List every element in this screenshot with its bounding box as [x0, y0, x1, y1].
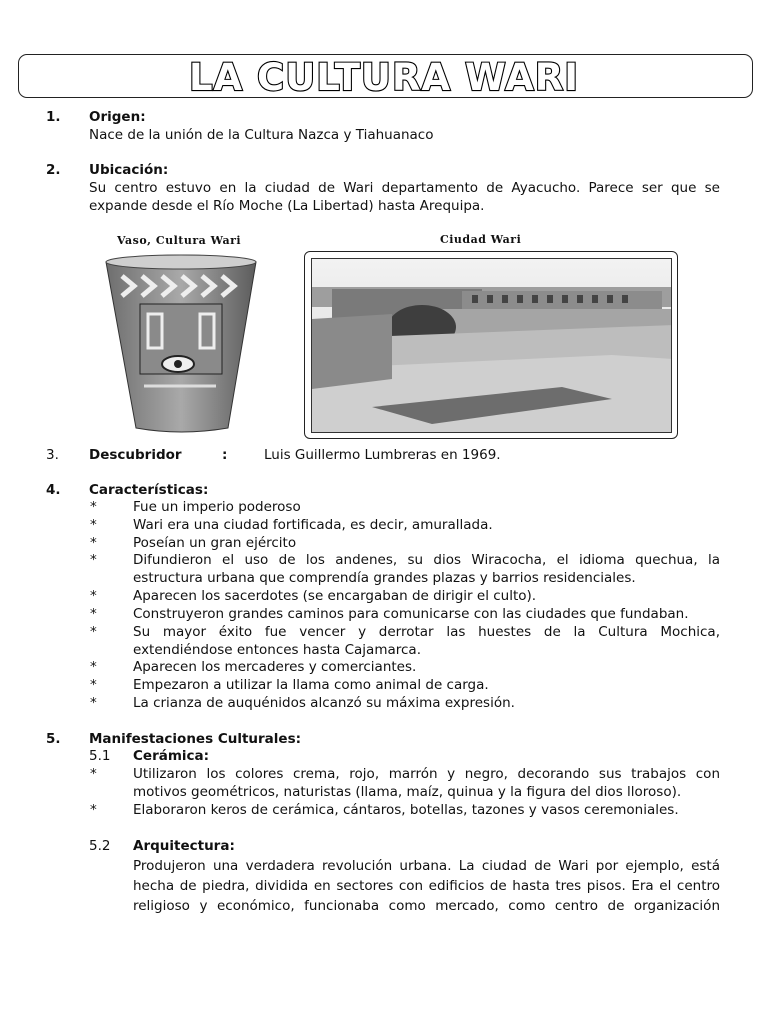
section-heading-manifestaciones: Manifestaciones Culturales: [89, 731, 302, 747]
bullet: * [90, 766, 97, 782]
caracteristica-item-continued: estructura urbana que comprendía grandes plazas y barrios residenciales. [133, 570, 636, 586]
ceramica-item-continued: motivos geométricos, naturistas (llama, maíz, quinua y la figura del dios lloroso). [133, 784, 682, 800]
subsection-number-5-1: 5.1 [89, 748, 111, 764]
section-heading-origen: Origen: [89, 109, 146, 125]
section-number-5: 5. [46, 731, 61, 747]
descubridor-value: Luis Guillermo Lumbreras en 1969. [264, 447, 501, 463]
section-heading-descubridor: Descubridor [89, 447, 182, 463]
bullet: * [90, 659, 97, 675]
section-heading-ubicacion: Ubicación: [89, 162, 169, 178]
bullet: * [90, 535, 97, 551]
ceramica-item: Utilizaron los colores crema, rojo, marrón y negro, decorando sus trabajos con [133, 766, 720, 782]
page-title: LA CULTURA WARI [188, 56, 580, 99]
section-number-1: 1. [46, 109, 61, 125]
ciudad-wari-image [311, 258, 672, 433]
ubicacion-line-1: Su centro estuvo en la ciudad de Wari departamento de Ayacucho. Parece ser que se [89, 180, 720, 196]
vaso-caption: Vaso, Cultura Wari [117, 234, 242, 247]
bullet: * [90, 517, 97, 533]
subsection-heading-arquitectura: Arquitectura: [133, 838, 235, 854]
arquitectura-line: hecha de piedra, dividida en sectores con edificios de hasta tres pisos. Era el centro [133, 878, 720, 894]
caracteristica-item: Poseían un gran ejército [133, 535, 297, 551]
ciudad-caption: Ciudad Wari [440, 233, 522, 246]
caracteristica-item: Empezaron a utilizar la llama como animal de carga. [133, 677, 489, 693]
caracteristica-item: Wari era una ciudad fortificada, es decir, amurallada. [133, 517, 493, 533]
section-number-4: 4. [46, 482, 61, 498]
bullet: * [90, 802, 97, 818]
descubridor-colon: : [222, 447, 228, 463]
arquitectura-line: religioso y económico, funcionaba como mercado, como centro de organización [133, 898, 720, 914]
subsection-number-5-2: 5.2 [89, 838, 111, 854]
arquitectura-line: Produjeron una verdadera revolución urbana. La ciudad de Wari por ejemplo, está [133, 858, 720, 874]
caracteristica-item: Su mayor éxito fue vencer y derrotar las huestes de la Cultura Mochica, [133, 624, 720, 640]
ubicacion-line-2: expande desde el Río Moche (La Libertad) hasta Arequipa. [89, 198, 485, 214]
caracteristica-item: Fue un imperio poderoso [133, 499, 301, 515]
caracteristica-item: Construyeron grandes caminos para comunicarse con las ciudades que fundaban. [133, 606, 689, 622]
bullet: * [90, 552, 97, 568]
bullet: * [90, 695, 97, 711]
section-number-2: 2. [46, 162, 61, 178]
section-number-3: 3. [46, 447, 59, 463]
caracteristica-item: Aparecen los sacerdotes (se encargaban de dirigir el culto). [133, 588, 537, 604]
subsection-heading-ceramica: Cerámica: [133, 748, 210, 764]
vaso-wari-image [100, 252, 262, 434]
bullet: * [90, 588, 97, 604]
caracteristica-item: La crianza de auquénidos alcanzó su máxima expresión. [133, 695, 515, 711]
bullet: * [90, 606, 97, 622]
origen-text: Nace de la unión de la Cultura Nazca y Tiahuanaco [89, 127, 434, 143]
bullet: * [90, 677, 97, 693]
section-heading-caracteristicas: Características: [89, 482, 209, 498]
caracteristica-item: Aparecen los mercaderes y comerciantes. [133, 659, 417, 675]
bullet: * [90, 624, 97, 640]
caracteristica-item: Difundieron el uso de los andenes, su dios Wiracocha, el idioma quechua, la [133, 552, 720, 568]
caracteristica-item-continued: extendiéndose entonces hasta Cajamarca. [133, 642, 421, 658]
bullet: * [90, 499, 97, 515]
ceramica-item: Elaboraron keros de cerámica, cántaros, botellas, tazones y vasos ceremoniales. [133, 802, 679, 818]
